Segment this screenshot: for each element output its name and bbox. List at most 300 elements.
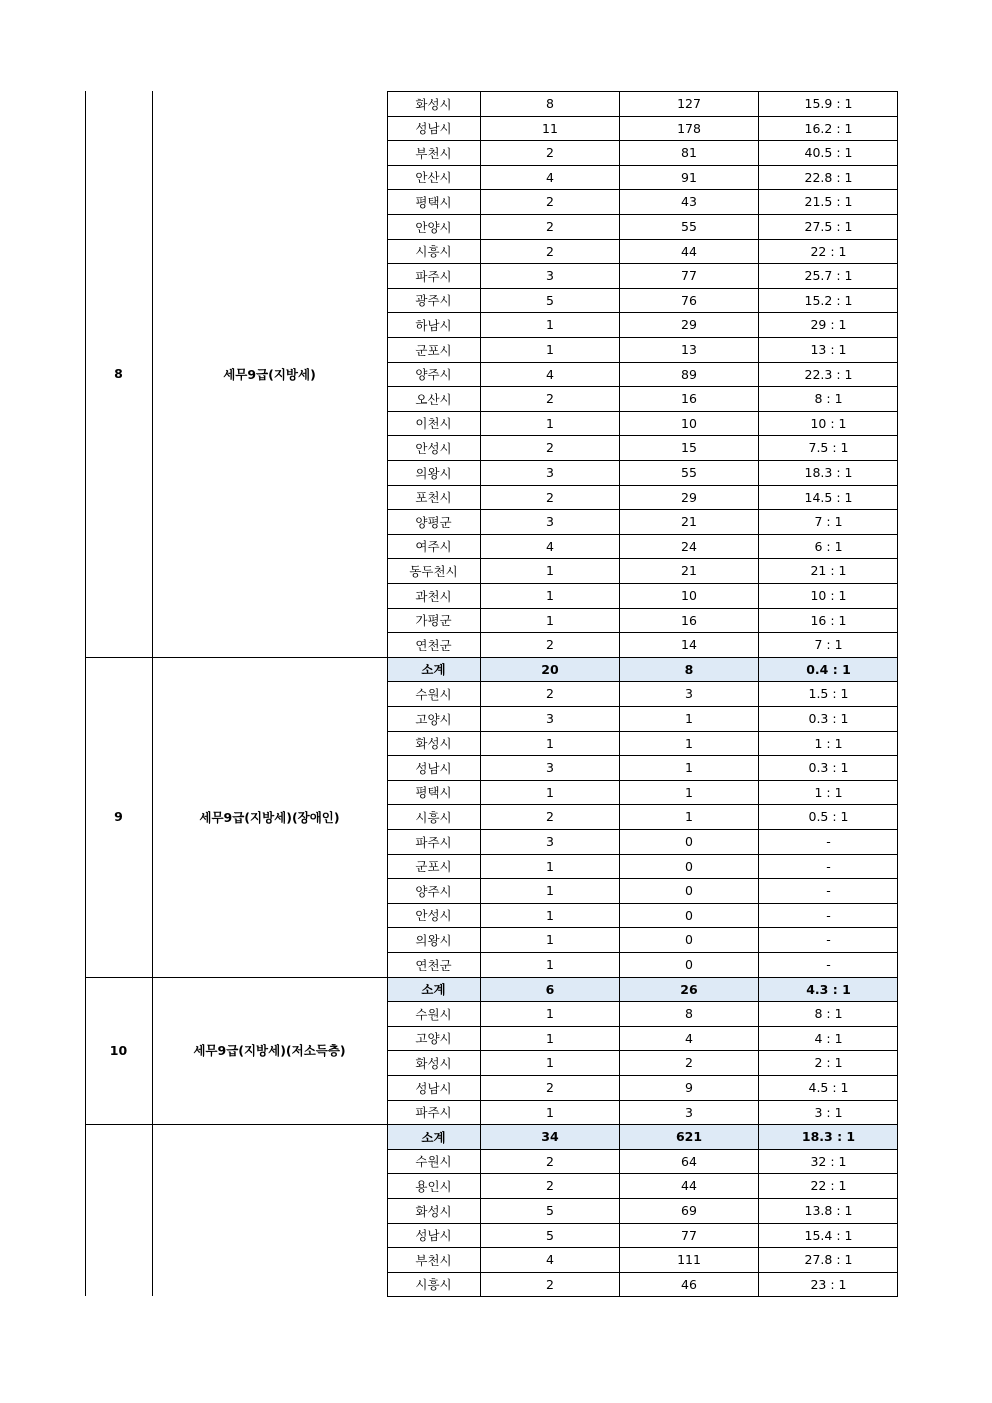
region-cell: 성남시	[415, 760, 452, 776]
ratio-cell: -	[826, 957, 831, 972]
row-border	[387, 952, 898, 953]
applicant-count-cell: 1	[685, 760, 693, 776]
table-row	[387, 1174, 898, 1198]
row-border	[387, 386, 898, 387]
row-border	[387, 1026, 898, 1027]
region-cell: 파주시	[415, 834, 452, 850]
group-divider	[85, 1124, 387, 1125]
subtotal-row	[387, 1125, 898, 1149]
table-row	[387, 780, 898, 804]
table-row	[387, 1199, 898, 1223]
row-border	[387, 878, 898, 879]
column-border	[387, 91, 388, 1297]
table-row	[387, 559, 898, 583]
recruit-count-cell: 8	[546, 96, 554, 111]
table-row	[387, 313, 898, 337]
table-row	[387, 485, 898, 509]
column-border	[897, 91, 898, 1297]
row-border	[387, 927, 898, 928]
region-cell: 양평군	[415, 514, 452, 530]
ratio-cell: 22 : 1	[810, 1178, 847, 1194]
region-cell: 부천시	[415, 1252, 452, 1268]
subtotal-row	[387, 977, 898, 1001]
recruit-count-cell: 2	[546, 391, 554, 407]
applicant-count-cell: 16	[681, 612, 697, 628]
applicant-count-cell: 111	[677, 1252, 701, 1268]
ratio-cell: 22.8 : 1	[804, 169, 853, 185]
recruit-count-cell: 3	[546, 834, 554, 849]
region-cell: 양주시	[415, 367, 452, 383]
recruit-count-cell: 3	[546, 268, 554, 284]
row-border	[387, 312, 898, 313]
recruit-count-cell: 2	[546, 145, 554, 161]
applicant-count-cell: 76	[681, 292, 697, 308]
recruit-count-cell: 2	[546, 489, 554, 505]
ratio-cell: 15.9 : 1	[804, 96, 853, 111]
applicant-count-cell: 91	[681, 169, 697, 185]
applicant-count-cell: 21	[681, 514, 697, 530]
region-cell: 부천시	[415, 145, 452, 161]
ratio-cell: 7 : 1	[814, 514, 843, 530]
ratio-cell: -	[826, 834, 831, 849]
table-row	[387, 190, 898, 214]
applicant-count-cell: 0	[685, 932, 693, 948]
table-row	[387, 1076, 898, 1100]
region-cell: 가평군	[415, 613, 452, 629]
ratio-cell: 29 : 1	[810, 317, 847, 333]
applicant-count-cell: 15	[681, 440, 697, 456]
region-cell: 과천시	[415, 588, 452, 604]
ratio-cell: 3 : 1	[814, 1104, 843, 1120]
region-cell: 의왕시	[415, 465, 452, 481]
row-border	[387, 977, 898, 978]
recruit-count-cell: 2	[546, 1153, 554, 1169]
region-cell: 시흥시	[415, 244, 452, 260]
recruit-count-cell: 1	[546, 1055, 554, 1071]
row-border	[387, 755, 898, 756]
recruit-count-cell: 1	[546, 612, 554, 628]
ratio-cell: 8 : 1	[814, 391, 843, 407]
row-border	[387, 706, 898, 707]
ratio-cell: 22.3 : 1	[804, 366, 853, 382]
recruit-count-cell: 1	[546, 563, 554, 579]
ratio-cell: 27.8 : 1	[804, 1252, 853, 1268]
applicant-count-cell: 44	[681, 243, 697, 259]
table-row	[387, 362, 898, 386]
row-border	[387, 485, 898, 486]
recruit-count-cell: 1	[546, 317, 554, 333]
table-row	[387, 854, 898, 878]
row-border	[387, 1198, 898, 1199]
region-cell: 고양시	[415, 711, 452, 727]
row-border	[387, 608, 898, 609]
table-row	[387, 1100, 898, 1124]
ratio-cell: 25.7 : 1	[804, 268, 853, 284]
row-border	[387, 116, 898, 117]
row-border	[387, 854, 898, 855]
table-row	[387, 1026, 898, 1050]
row-border	[387, 362, 898, 363]
region-cell: 용인시	[415, 1178, 452, 1194]
applicant-count-cell: 13	[681, 342, 697, 357]
recruit-count-cell: 34	[541, 1129, 559, 1145]
region-cell: 화성시	[415, 1055, 452, 1071]
recruit-count-cell: 1	[546, 588, 554, 603]
table-row	[387, 215, 898, 239]
ratio-cell: 13 : 1	[810, 342, 847, 357]
table-row	[387, 879, 898, 903]
ratio-cell: 14.5 : 1	[804, 489, 853, 505]
row-border	[387, 1001, 898, 1002]
table-row	[387, 1248, 898, 1272]
recruit-count-cell: 3	[546, 760, 554, 776]
table-row	[387, 288, 898, 312]
applicant-count-cell: 8	[684, 661, 694, 677]
applicant-count-cell: 26	[680, 981, 698, 997]
region-cell: 성남시	[415, 121, 452, 137]
ratio-cell: 15.4 : 1	[804, 1227, 853, 1243]
recruit-count-cell: 2	[546, 1178, 554, 1194]
row-border	[387, 189, 898, 190]
row-border	[387, 780, 898, 781]
row-border	[387, 91, 898, 92]
applicant-count-cell: 43	[681, 194, 697, 210]
recruit-count-cell: 2	[546, 686, 554, 702]
row-border	[387, 165, 898, 166]
region-cell: 군포시	[415, 342, 452, 358]
region-cell: 연천군	[415, 637, 452, 653]
subtotal-row	[387, 657, 898, 681]
row-border	[387, 804, 898, 805]
group-exam-name: 세무9급(지방세)(장애인)	[199, 809, 340, 825]
applicant-count-cell: 46	[681, 1276, 697, 1292]
region-cell: 시흥시	[415, 1277, 452, 1293]
row-border	[387, 1075, 898, 1076]
applicant-count-cell: 81	[681, 145, 697, 161]
region-cell: 성남시	[415, 1080, 452, 1096]
region-cell: 파주시	[415, 268, 452, 284]
row-border	[387, 1247, 898, 1248]
ratio-cell: 18.3 : 1	[804, 465, 853, 480]
applicant-count-cell: 14	[681, 637, 697, 653]
region-cell: 연천군	[415, 957, 452, 973]
row-border	[387, 337, 898, 338]
recruit-count-cell: 3	[546, 514, 554, 530]
recruit-count-cell: 2	[546, 637, 554, 653]
recruit-count-cell: 6	[545, 981, 555, 997]
row-border	[387, 731, 898, 732]
applicant-count-cell: 16	[681, 391, 697, 407]
applicant-count-cell: 10	[681, 588, 697, 603]
recruit-count-cell: 4	[546, 1252, 554, 1268]
region-cell: 이천시	[415, 416, 452, 432]
row-border	[387, 1272, 898, 1273]
row-border	[387, 288, 898, 289]
recruit-count-cell: 4	[546, 366, 554, 382]
ratio-cell: 10 : 1	[810, 588, 847, 603]
region-cell: 양주시	[415, 883, 452, 899]
applicant-count-cell: 1	[685, 735, 693, 751]
recruit-count-cell: 4	[546, 538, 554, 554]
applicant-count-cell: 69	[681, 1203, 697, 1218]
ratio-cell: 1 : 1	[814, 784, 843, 800]
table-row	[387, 116, 898, 140]
ratio-cell: 21.5 : 1	[804, 194, 853, 210]
table-row	[387, 534, 898, 558]
table-row	[387, 830, 898, 854]
applicant-count-cell: 29	[681, 489, 697, 505]
row-border	[387, 657, 898, 658]
region-cell: 소계	[421, 662, 446, 678]
row-border	[387, 1050, 898, 1051]
table-row	[387, 903, 898, 927]
ratio-cell: 0.4 : 1	[806, 661, 851, 677]
region-cell: 고양시	[415, 1031, 452, 1047]
table-row	[387, 387, 898, 411]
group-exam-name: 세무9급(지방세)	[223, 366, 316, 382]
ratio-cell: 4 : 1	[814, 1030, 843, 1046]
column-border	[480, 91, 481, 1297]
table-row	[387, 756, 898, 780]
ratio-cell: -	[826, 858, 831, 874]
table-row	[387, 1223, 898, 1247]
table-row	[387, 141, 898, 165]
ratio-cell: 10 : 1	[810, 415, 847, 431]
recruit-count-cell: 4	[546, 169, 554, 185]
row-border	[387, 1173, 898, 1174]
recruit-count-cell: 2	[546, 1276, 554, 1292]
applicant-count-cell: 0	[685, 834, 693, 849]
ratio-cell: 15.2 : 1	[804, 292, 853, 308]
table-row	[387, 1002, 898, 1026]
table-row	[387, 953, 898, 977]
table-row	[387, 1149, 898, 1173]
region-cell: 안산시	[415, 170, 452, 186]
ratio-cell: 0.5 : 1	[808, 809, 849, 825]
table-row	[387, 633, 898, 657]
row-border	[387, 509, 898, 510]
applicant-count-cell: 0	[685, 883, 693, 899]
region-cell: 수원시	[415, 686, 452, 702]
row-border	[387, 583, 898, 584]
row-border	[387, 1223, 898, 1224]
row-border	[387, 1124, 898, 1125]
region-cell: 평택시	[415, 194, 452, 210]
region-cell: 광주시	[415, 293, 452, 309]
ratio-cell: 1 : 1	[814, 735, 843, 751]
applicant-count-cell: 77	[681, 1227, 697, 1243]
recruit-count-cell: 1	[546, 932, 554, 948]
table-row	[387, 411, 898, 435]
region-cell: 오산시	[415, 391, 452, 407]
table-row	[387, 1051, 898, 1075]
applicant-count-cell: 0	[685, 858, 693, 874]
region-cell: 소계	[421, 982, 446, 998]
table-row	[387, 436, 898, 460]
applicant-count-cell: 44	[681, 1178, 697, 1194]
group-divider	[85, 977, 387, 978]
region-cell: 안성시	[415, 908, 452, 924]
ratio-cell: 27.5 : 1	[804, 219, 853, 234]
applicant-count-cell: 127	[677, 96, 701, 111]
recruit-count-cell: 2	[546, 219, 554, 234]
left-border	[85, 91, 86, 1296]
group-number: 10	[109, 1042, 128, 1058]
region-cell: 안성시	[415, 440, 452, 456]
applicant-count-cell: 55	[681, 465, 697, 480]
ratio-cell: 22 : 1	[810, 243, 847, 259]
ratio-cell: 1.5 : 1	[808, 686, 849, 702]
table-row	[387, 928, 898, 952]
row-border	[387, 681, 898, 682]
table-row	[387, 731, 898, 755]
name-column-border	[152, 91, 153, 1296]
applicant-count-cell: 178	[677, 120, 701, 136]
region-cell: 화성시	[415, 96, 452, 112]
ratio-cell: -	[826, 883, 831, 899]
ratio-cell: 4.5 : 1	[808, 1080, 849, 1095]
ratio-cell: -	[826, 932, 831, 948]
recruit-count-cell: 2	[546, 440, 554, 456]
table-row	[387, 608, 898, 632]
applicant-count-cell: 29	[681, 317, 697, 333]
recruit-count-cell: 11	[542, 120, 558, 136]
region-cell: 소계	[421, 1129, 446, 1145]
region-cell: 안양시	[415, 219, 452, 235]
recruit-count-cell: 5	[546, 292, 554, 308]
table-row	[387, 264, 898, 288]
row-border	[387, 460, 898, 461]
table-row	[387, 805, 898, 829]
recruit-count-cell: 1	[546, 735, 554, 751]
applicant-count-cell: 0	[685, 957, 693, 972]
table-row	[387, 165, 898, 189]
recruit-count-cell: 2	[546, 1080, 554, 1095]
region-cell: 여주시	[415, 539, 452, 555]
recruit-count-cell: 1	[546, 1006, 554, 1022]
group-number: 8	[114, 366, 123, 382]
region-cell: 동두천시	[409, 563, 458, 579]
ratio-cell: 0.3 : 1	[808, 711, 849, 726]
group-divider	[85, 657, 387, 658]
ratio-cell: 8 : 1	[814, 1006, 843, 1022]
row-border	[387, 1296, 898, 1297]
region-cell: 화성시	[415, 1203, 452, 1219]
region-cell: 하남시	[415, 317, 452, 333]
applicant-count-cell: 1	[685, 809, 693, 825]
row-border	[387, 903, 898, 904]
region-cell: 수원시	[415, 1006, 452, 1022]
applicant-count-cell: 2	[685, 1055, 693, 1071]
group-number: 9	[114, 809, 123, 825]
ratio-cell: 13.8 : 1	[804, 1203, 853, 1218]
region-cell: 화성시	[415, 736, 452, 752]
applicant-count-cell: 64	[681, 1153, 697, 1169]
recruit-count-cell: 3	[546, 465, 554, 480]
region-cell: 성남시	[415, 1228, 452, 1244]
applicant-count-cell: 3	[685, 1104, 693, 1120]
recruit-count-cell: 1	[546, 1030, 554, 1046]
ratio-cell: 21 : 1	[810, 563, 847, 579]
ratio-cell: 32 : 1	[810, 1153, 847, 1169]
applicant-count-cell: 24	[681, 538, 697, 554]
applicant-count-cell: 0	[685, 907, 693, 923]
region-cell: 평택시	[415, 785, 452, 801]
table-row	[387, 338, 898, 362]
row-border	[387, 435, 898, 436]
region-cell: 파주시	[415, 1105, 452, 1121]
ratio-cell: -	[826, 907, 831, 923]
recruit-count-cell: 1	[546, 957, 554, 972]
table-row	[387, 584, 898, 608]
ratio-cell: 16.2 : 1	[804, 120, 853, 136]
table-row	[387, 239, 898, 263]
applicant-count-cell: 9	[685, 1080, 693, 1095]
recruit-count-cell: 5	[546, 1203, 554, 1218]
row-border	[387, 140, 898, 141]
applicant-count-cell: 3	[685, 686, 693, 702]
recruit-count-cell: 1	[546, 415, 554, 431]
table-row	[387, 92, 898, 116]
group-exam-name	[152, 1124, 387, 1296]
recruit-count-cell: 2	[546, 243, 554, 259]
row-border	[387, 239, 898, 240]
ratio-cell: 16 : 1	[810, 612, 847, 628]
ratio-cell: 7.5 : 1	[808, 440, 849, 456]
applicant-count-cell: 77	[681, 268, 697, 284]
applicant-count-cell: 8	[685, 1006, 693, 1022]
row-border	[387, 632, 898, 633]
ratio-cell: 0.3 : 1	[808, 760, 849, 776]
applicant-count-cell: 4	[685, 1030, 693, 1046]
group-exam-name: 세무9급(지방세)(저소득층)	[193, 1043, 346, 1059]
applicant-count-cell: 55	[681, 219, 697, 234]
row-border	[387, 1149, 898, 1150]
ratio-cell: 23 : 1	[810, 1276, 847, 1292]
ratio-cell: 40.5 : 1	[804, 145, 853, 161]
row-border	[387, 829, 898, 830]
ratio-cell: 2 : 1	[814, 1055, 843, 1071]
row-border	[387, 1100, 898, 1101]
applicant-count-cell: 10	[681, 415, 697, 431]
region-cell: 의왕시	[415, 932, 452, 948]
region-cell: 포천시	[415, 490, 452, 506]
ratio-cell: 4.3 : 1	[806, 981, 851, 997]
recruit-count-cell: 1	[546, 784, 554, 800]
row-border	[387, 263, 898, 264]
recruit-count-cell: 5	[546, 1227, 554, 1243]
ratio-cell: 18.3 : 1	[801, 1129, 856, 1145]
region-cell: 수원시	[415, 1154, 452, 1170]
table-row	[387, 682, 898, 706]
row-border	[387, 534, 898, 535]
recruit-count-cell: 20	[541, 661, 559, 677]
recruit-count-cell: 3	[546, 711, 554, 726]
column-border	[619, 91, 620, 1297]
column-border	[758, 91, 759, 1297]
recruit-count-cell: 1	[546, 858, 554, 874]
applicant-count-cell: 1	[685, 784, 693, 800]
region-cell: 시흥시	[415, 809, 452, 825]
ratio-cell: 7 : 1	[814, 637, 843, 653]
recruit-count-cell: 1	[546, 1104, 554, 1120]
recruit-count-cell: 2	[546, 194, 554, 210]
recruit-count-cell: 1	[546, 883, 554, 899]
row-border	[387, 411, 898, 412]
applicant-count-cell: 21	[681, 563, 697, 579]
applicant-count-cell: 89	[681, 366, 697, 382]
table-row	[387, 461, 898, 485]
